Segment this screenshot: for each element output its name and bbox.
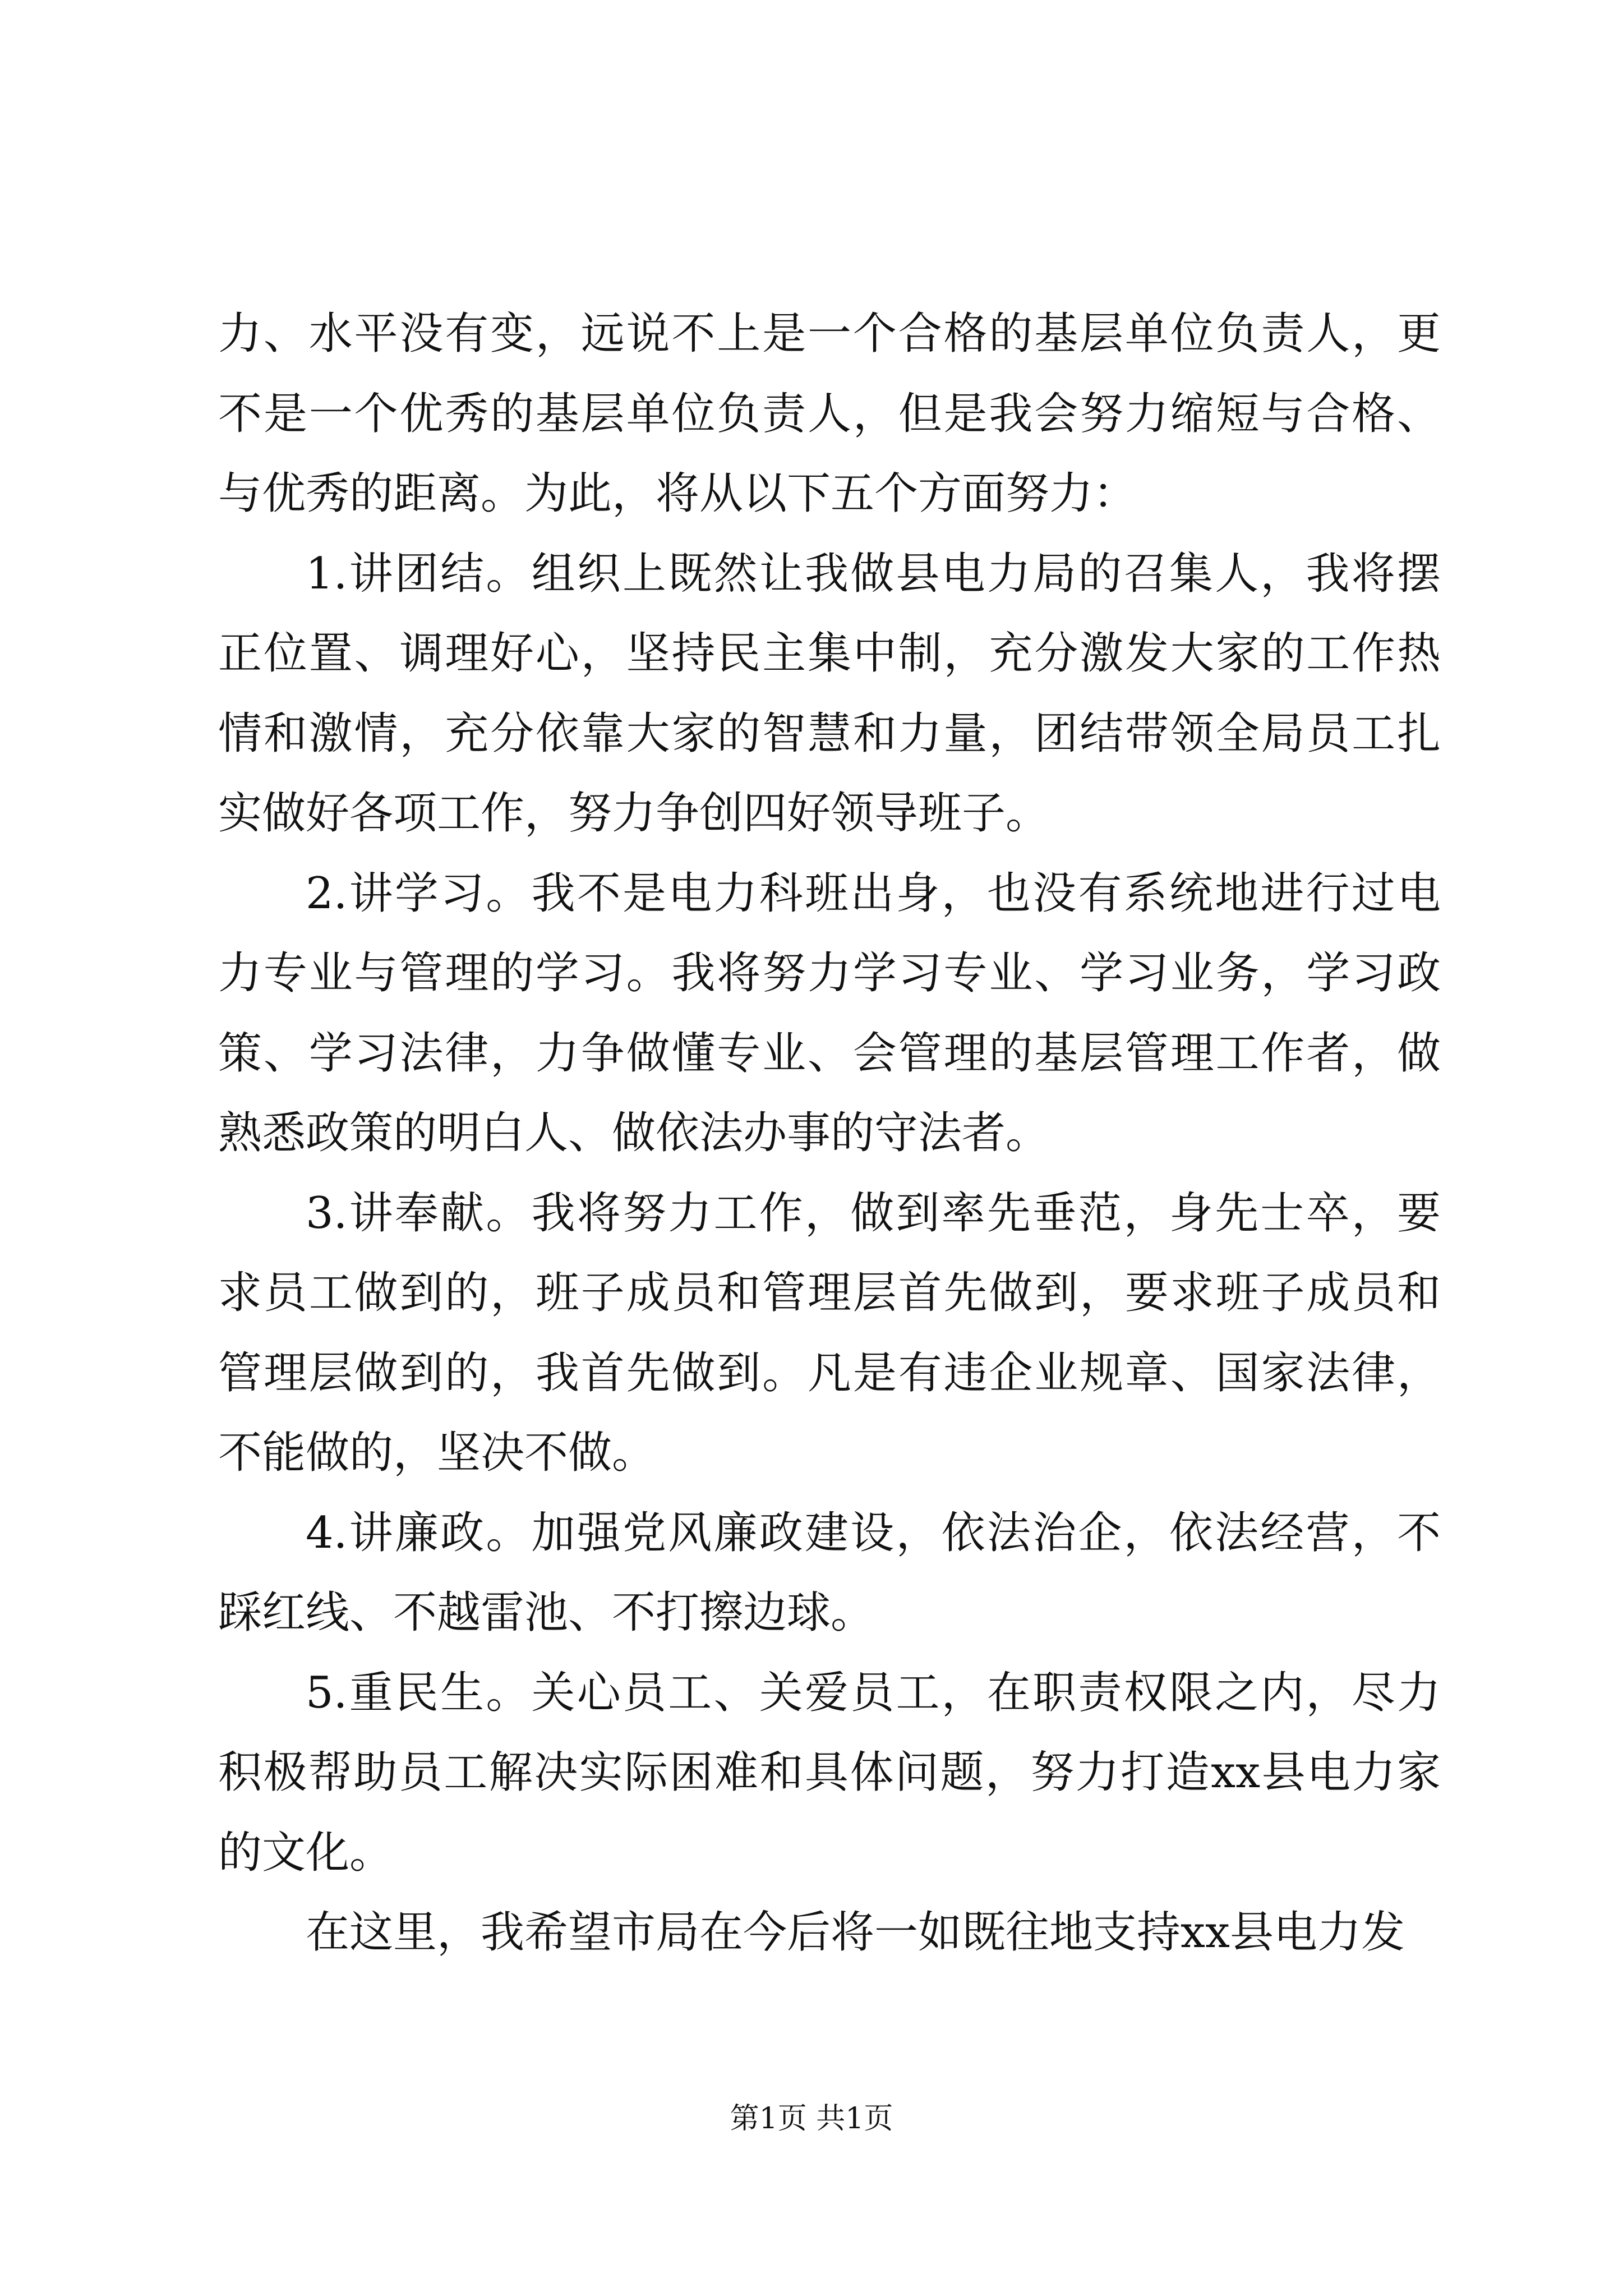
page-footer: 第1页 共1页 [730,2102,893,2136]
paragraph-item-5: 5.重民生。关心员工、关爱员工，在职责权限之内，尽力积极帮助员工解决实际困难和具体问题，努力打造xx县电力家的文化。 [218,1667,1441,1878]
paragraph-closing: 在这里，我希望市局在今后将一如既往地支持xx县电力发 [306,1907,1405,1958]
document-body [218,294,1441,1973]
paragraph-item-3: 3.讲奉献。我将努力工作，做到率先垂范，身先士卒，要求员工做到的，班子成员和管理层首先做到，要求班子成员和管理层做到的，我首先做到。凡是有违企业规章、国家法律，不能做的，坚决不做。 [218,1188,1441,1478]
paragraph-item-4: 4.讲廉政。加强党风廉政建设，依法治企，依法经营，不踩红线、不越雷池、不打擦边球。 [218,1507,1441,1638]
paragraph-item-2: 2.讲学习。我不是电力科班出身，也没有系统地进行过电力专业与管理的学习。我将努力学习专业、学习业务，学习政策、学习法律，力争做懂专业、会管理的基层管理工作者，做熟悉政策的明白人、做依法办事的守法者。 [218,868,1441,1158]
paragraph-intro: 力、水平没有变，远说不上是一个合格的基层单位负责人，更不是一个优秀的基层单位负责人，但是我会努力缩短与合格、与优秀的距离。为此，将从以下五个方面努力： [218,309,1441,519]
paragraph-item-1: 1.讲团结。组织上既然让我做县电力局的召集人，我将摆正位置、调理好心，坚持民主集中制，充分激发大家的工作热情和激情，充分依靠大家的智慧和力量，团结带领全局员工扎实做好各项工作，努力争创四好领导班子。 [218,548,1441,839]
